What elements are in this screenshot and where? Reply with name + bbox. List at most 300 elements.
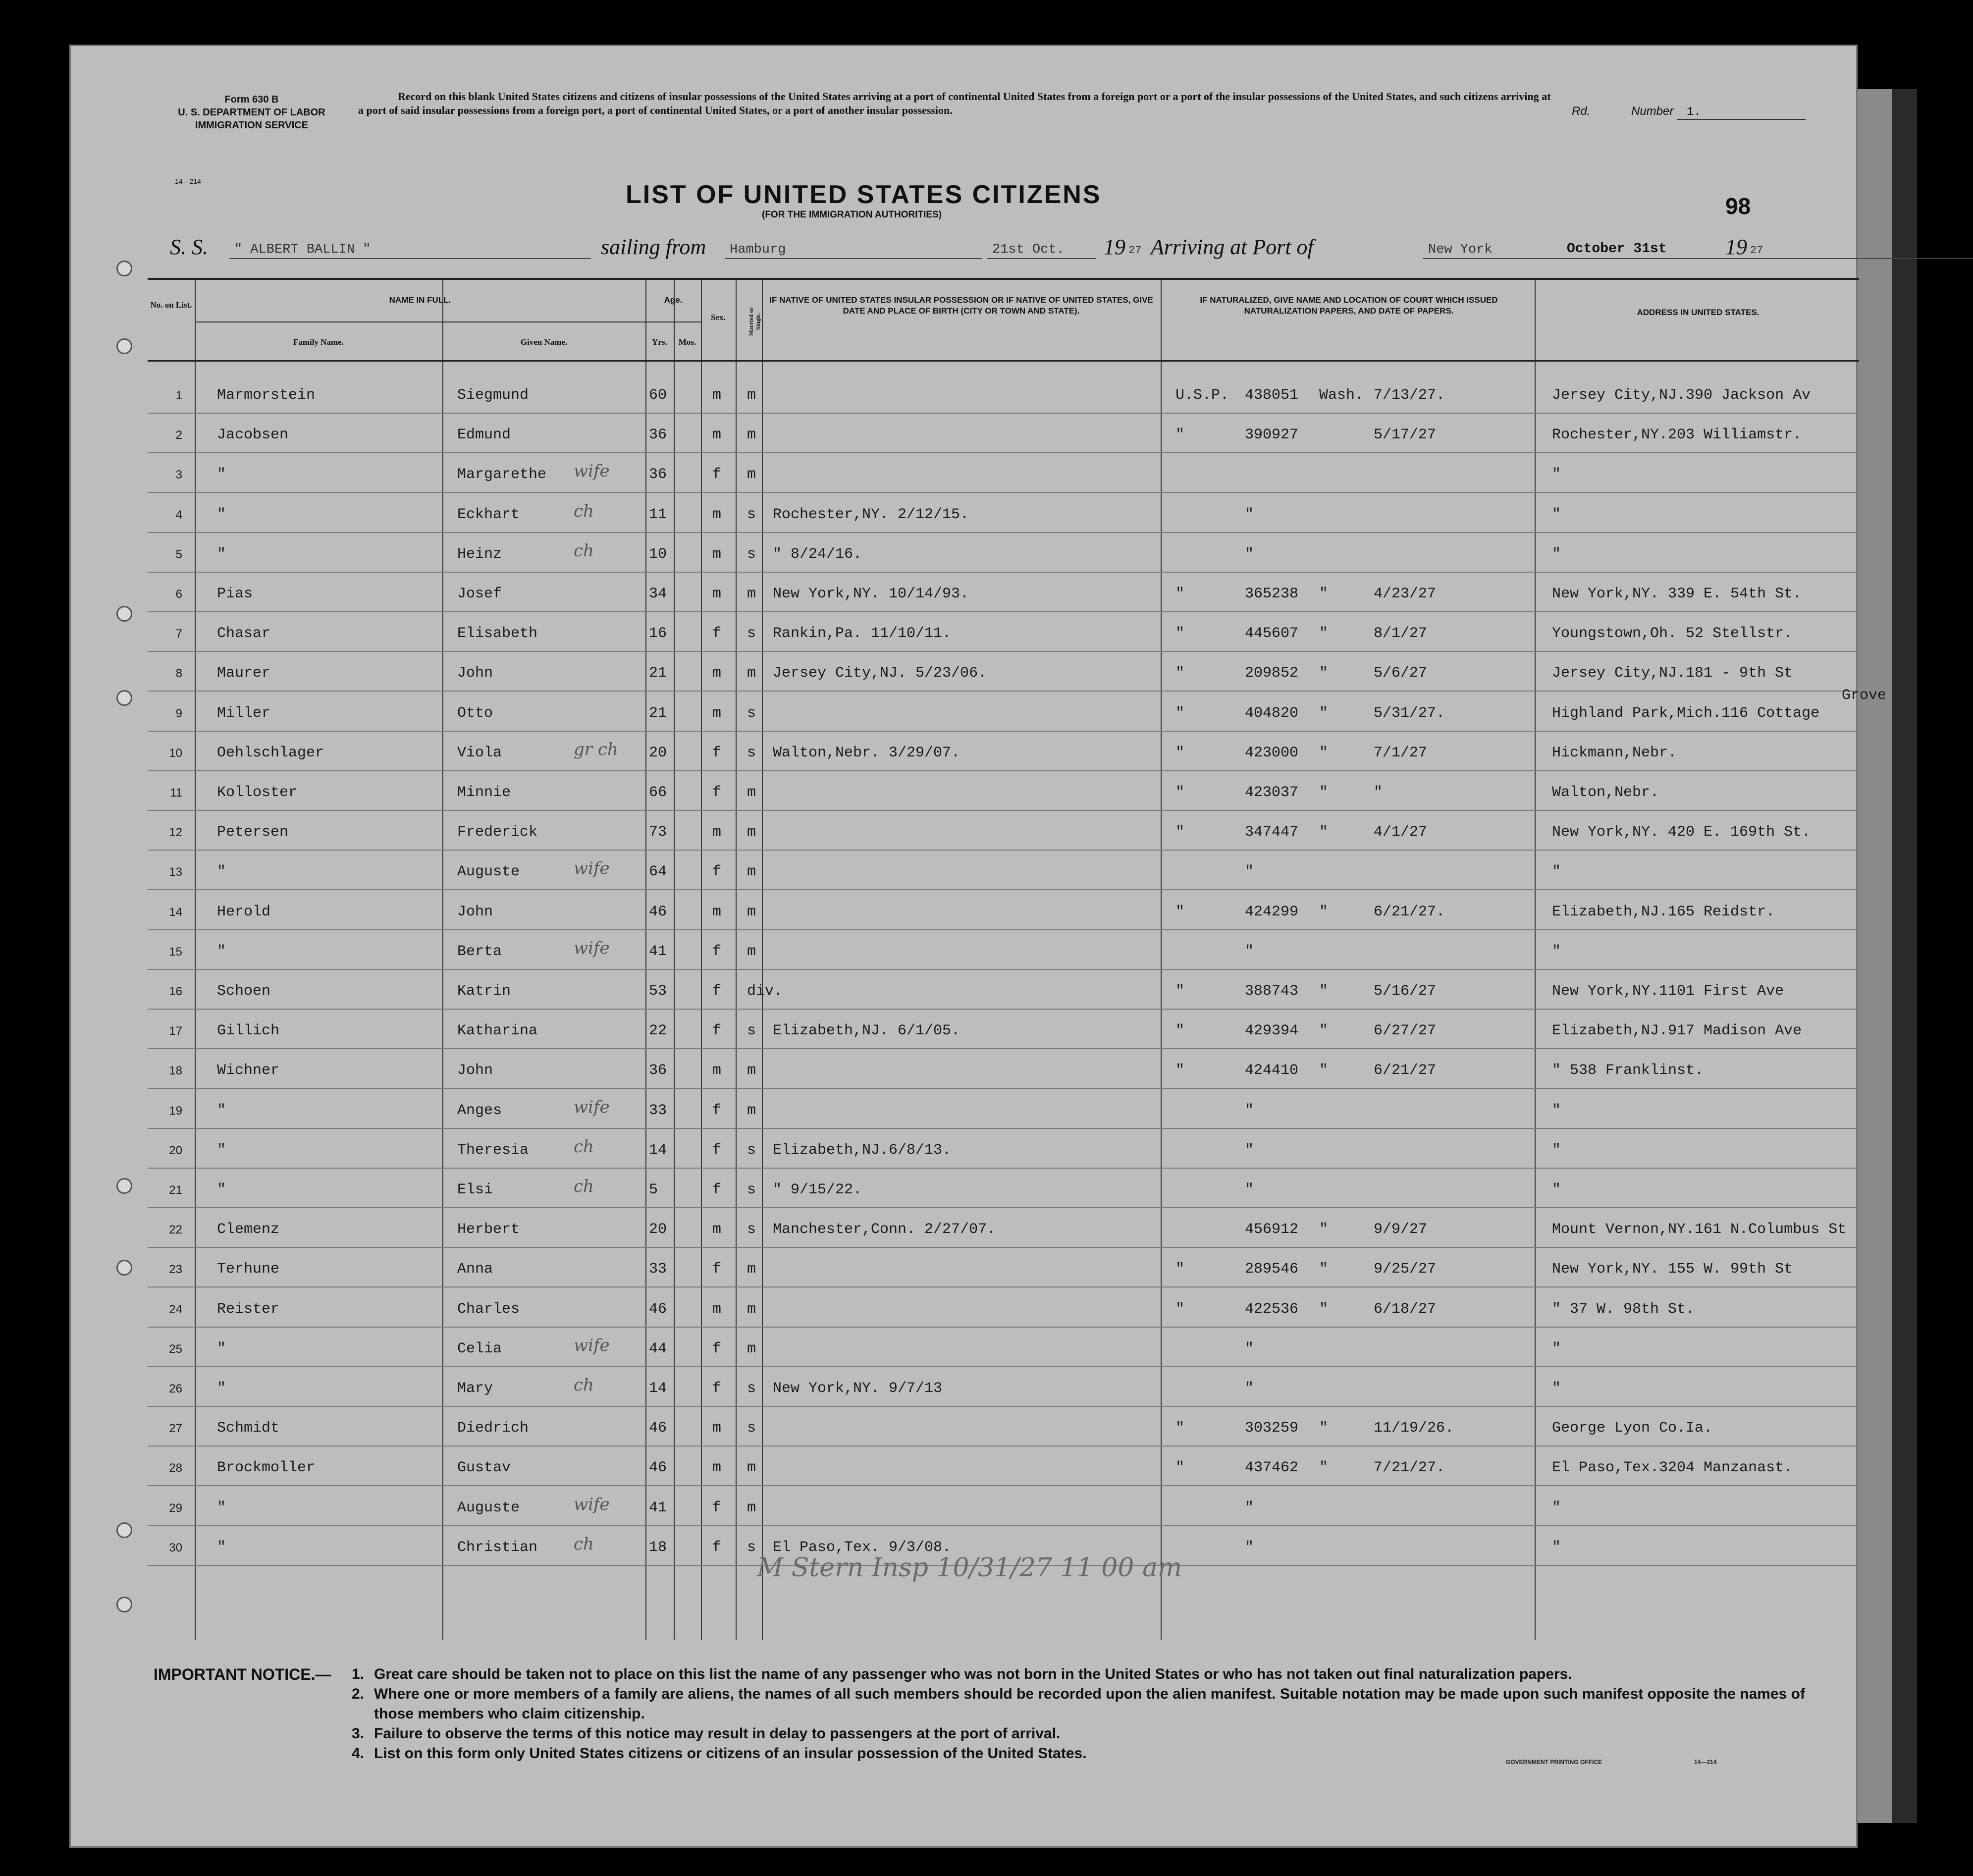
table-row — [148, 1292, 1859, 1332]
naturalization-location: " — [1319, 1261, 1329, 1278]
sex: f — [712, 1022, 722, 1040]
age-years: 46 — [649, 1420, 667, 1437]
table-row — [148, 537, 1859, 577]
naturalization-number: 424410 — [1245, 1062, 1299, 1079]
naturalization-location: " — [1319, 744, 1329, 761]
table-row — [148, 1332, 1859, 1371]
form-number: Form 630 B — [224, 94, 279, 105]
naturalization-number: 390927 — [1245, 427, 1299, 444]
us-address: Elizabeth,NJ.917 Madison Ave — [1552, 1022, 1802, 1040]
us-address: New York,NY. 339 E. 54th St. — [1552, 586, 1802, 602]
age-years: 33 — [649, 1102, 667, 1119]
arrival-date: October 31st — [1567, 241, 1667, 257]
naturalization-date: 8/1/27 — [1374, 625, 1428, 643]
handwritten-relation-note: wife — [574, 858, 610, 879]
birth-place-date: " 8/24/16. — [773, 545, 862, 563]
ship-name: " ALBERT BALLIN " — [234, 242, 371, 257]
naturalization-date: 6/18/27 — [1374, 1300, 1437, 1318]
marital-status: m — [747, 1340, 756, 1357]
given-name: Heinz — [457, 545, 502, 563]
year-prefix-sailed: 19 — [1104, 235, 1125, 259]
us-address: George Lyon Co.Ia. — [1552, 1420, 1713, 1437]
row-number: 30 — [169, 1541, 182, 1554]
naturalization-number: " — [1245, 1380, 1254, 1397]
given-name: Gustav — [457, 1459, 511, 1477]
age-years: 64 — [649, 863, 667, 881]
sex: m — [712, 387, 722, 404]
punch-hole — [116, 1260, 132, 1276]
row-number: 6 — [175, 588, 182, 601]
family-name: Terhune — [217, 1261, 280, 1278]
birth-place-date: " 9/15/22. — [773, 1181, 862, 1198]
naturalization-date: 9/9/27 — [1374, 1221, 1428, 1238]
sex: m — [712, 903, 722, 920]
sex: f — [712, 1261, 722, 1278]
sex: m — [712, 665, 722, 682]
naturalization-court: " — [1175, 665, 1185, 682]
marital-status: m — [747, 1459, 756, 1477]
naturalization-number: " — [1245, 1102, 1254, 1119]
sex: m — [712, 545, 722, 563]
sailing-label: sailing from — [601, 235, 706, 259]
family-name: " — [217, 1181, 226, 1198]
list-number — [1631, 105, 1806, 120]
naturalization-court: " — [1175, 744, 1185, 761]
handwritten-relation-note: ch — [574, 1375, 594, 1395]
handwritten-relation-note: gr ch — [574, 739, 618, 759]
row-number: 9 — [175, 706, 182, 720]
sex: m — [712, 1221, 722, 1238]
page-title: LIST OF UNITED STATES CITIZENS — [626, 180, 1102, 209]
year-sailed: 27 — [1128, 244, 1142, 257]
naturalization-date: 6/21/27. — [1374, 903, 1445, 920]
inspector-signature: M Stern Insp 10/31/27 11 00 am — [757, 1553, 1182, 1583]
us-address: Jersey City,NJ.390 Jackson Av — [1552, 387, 1811, 404]
age-years: 73 — [649, 824, 667, 841]
row-number: 22 — [169, 1223, 182, 1237]
marital-status: s — [747, 506, 756, 523]
given-name: John — [457, 1062, 493, 1079]
sex: f — [712, 784, 722, 801]
row-number: 23 — [169, 1263, 182, 1277]
family-name: " — [217, 1499, 226, 1516]
us-address: " — [1552, 943, 1561, 960]
age-years: 21 — [649, 665, 667, 682]
age-years: 36 — [649, 427, 667, 444]
year-arrived: 27 — [1750, 244, 1763, 257]
naturalization-number: 289546 — [1245, 1261, 1299, 1278]
marital-status: m — [747, 784, 756, 801]
table-row — [148, 855, 1859, 894]
naturalization-date: 7/13/27. — [1374, 387, 1445, 404]
col-family-name-header: Family Name. — [293, 337, 344, 347]
row-number: 1 — [175, 389, 182, 402]
naturalization-location: " — [1319, 903, 1329, 920]
marital-status: m — [747, 427, 756, 444]
naturalization-court: " — [1175, 824, 1185, 841]
sex: f — [712, 943, 722, 960]
marital-status: s — [747, 1539, 756, 1556]
naturalization-number: " — [1245, 1539, 1254, 1556]
given-name: Diedrich — [457, 1420, 529, 1437]
col-sex-header: Sex. — [711, 313, 726, 322]
arriving-label: Arriving at Port of — [1151, 235, 1314, 259]
sex: f — [712, 1141, 722, 1159]
punch-hole — [116, 1522, 132, 1538]
handwritten-relation-note: ch — [574, 1136, 594, 1157]
naturalization-date: 4/1/27 — [1374, 824, 1428, 841]
marital-status: s — [747, 744, 756, 761]
us-address: " — [1552, 1141, 1561, 1159]
number-label: Number — [1631, 105, 1674, 118]
given-name: Otto — [457, 704, 493, 722]
us-address: " 37 W. 98th St. — [1552, 1300, 1695, 1318]
row-number: 10 — [169, 746, 182, 760]
naturalization-date: 5/16/27 — [1374, 983, 1437, 1000]
given-name: Theresia — [457, 1141, 529, 1159]
age-years: 16 — [649, 625, 667, 643]
number-value: 1. — [1677, 106, 1806, 120]
voyage-line — [170, 234, 1805, 264]
sex: m — [712, 1420, 722, 1437]
family-name: Oehlschlager — [217, 744, 324, 761]
naturalization-court: " — [1175, 1420, 1185, 1437]
age-years: 21 — [649, 704, 667, 722]
family-name: Brockmoller — [217, 1459, 316, 1477]
naturalization-date: 6/27/27 — [1374, 1022, 1437, 1040]
punch-hole — [116, 261, 132, 276]
naturalization-location: " — [1319, 1022, 1329, 1040]
handwritten-relation-note: ch — [574, 1177, 594, 1196]
given-name: Anges — [457, 1102, 502, 1119]
family-name: " — [217, 1141, 226, 1159]
family-name: Herold — [217, 903, 271, 920]
year-prefix-arrived: 19 — [1725, 235, 1747, 259]
given-name: John — [457, 665, 493, 682]
notice-heading: IMPORTANT NOTICE.— — [154, 1665, 331, 1683]
row-number: 2 — [175, 429, 182, 442]
naturalization-court: " — [1175, 1261, 1185, 1278]
naturalization-number: 429394 — [1245, 1022, 1299, 1040]
family-name: Maurer — [217, 665, 271, 682]
sex: f — [712, 625, 722, 643]
row-number: 11 — [170, 786, 182, 800]
marital-status: s — [747, 1221, 756, 1238]
marital-status: m — [747, 1300, 756, 1318]
row-number: 21 — [169, 1183, 182, 1197]
family-name: " — [217, 545, 226, 563]
table-row — [148, 775, 1859, 815]
age-years: 53 — [649, 983, 667, 1000]
family-name: Chasar — [217, 625, 271, 643]
us-address: New York,NY. 155 W. 99th St — [1552, 1261, 1793, 1278]
handwritten-relation-note: wife — [574, 1494, 610, 1514]
age-years: 46 — [649, 903, 667, 920]
table-row — [148, 974, 1859, 1014]
sex: m — [712, 1459, 722, 1477]
row-number: 29 — [169, 1501, 182, 1515]
given-name: Celia — [457, 1340, 502, 1357]
naturalization-court: " — [1175, 704, 1185, 722]
naturalization-date: 9/25/27 — [1374, 1261, 1437, 1278]
given-name: Frederick — [457, 824, 538, 841]
family-name: " — [217, 1539, 226, 1556]
naturalization-location: Wash. — [1319, 387, 1364, 404]
punch-hole — [116, 690, 132, 706]
naturalization-number: 404820 — [1245, 704, 1299, 722]
row-number: 15 — [169, 945, 182, 959]
given-name: Mary — [457, 1380, 493, 1397]
naturalization-date: 6/21/27 — [1374, 1062, 1437, 1079]
ss-label: S. S. — [170, 235, 208, 259]
family-name: Wichner — [217, 1062, 280, 1079]
birth-place-date: Elizabeth,NJ. 6/1/05. — [773, 1022, 960, 1040]
naturalization-number: " — [1245, 863, 1254, 881]
age-years: 20 — [649, 744, 667, 761]
age-years: 46 — [649, 1459, 667, 1477]
family-name: Marmorstein — [217, 387, 316, 404]
us-address: Rochester,NY.203 Williamstr. — [1552, 427, 1802, 444]
sex: f — [712, 1340, 722, 1357]
us-address: " — [1552, 1102, 1561, 1119]
row-number: 19 — [169, 1104, 182, 1118]
naturalization-number: 423037 — [1245, 784, 1299, 801]
us-address: " — [1552, 1340, 1561, 1357]
age-years: 20 — [649, 1221, 667, 1238]
row-number: 8 — [175, 667, 182, 681]
family-name: " — [217, 863, 226, 881]
row-number: 17 — [169, 1024, 182, 1038]
given-name: Margarethe — [457, 466, 547, 483]
birth-place-date: El Paso,Tex. 9/3/08. — [773, 1539, 952, 1556]
given-name: Christian — [457, 1539, 538, 1556]
sex: m — [712, 506, 722, 523]
family-name: " — [217, 943, 226, 960]
notice-item: 2. Where one or more members of a family are aliens, the names of all such members should be recorded upon the alien manifest. Suitable notation may be made upon such manifest opposite the names of those members who claim citizenship. — [352, 1686, 1805, 1722]
marital-status: div. — [747, 983, 783, 1000]
table-row — [148, 1133, 1859, 1173]
table-row — [148, 815, 1859, 855]
us-address: Elizabeth,NJ.165 Reidstr. — [1552, 903, 1775, 920]
row-number: 14 — [169, 905, 182, 919]
naturalization-date: 5/17/27 — [1374, 427, 1437, 444]
family-name: Schmidt — [217, 1420, 280, 1437]
row-number: 20 — [169, 1143, 182, 1157]
col-months-header: Mos. — [678, 337, 696, 347]
age-years: 22 — [649, 1022, 667, 1040]
naturalization-number: 365238 — [1245, 586, 1299, 602]
us-address: El Paso,Tex.3204 Manzanast. — [1552, 1459, 1793, 1477]
marital-status: s — [747, 1181, 756, 1198]
marital-status: m — [747, 387, 756, 404]
family-name: Gillich — [217, 1022, 280, 1040]
handwritten-relation-note: wife — [574, 1097, 610, 1117]
sex: m — [712, 1300, 722, 1318]
col-naturalization-header: IF NATURALIZED, GIVE NAME AND LOCATION OF COURT WHICH ISSUED NATURALIZATION PAPERS, AND DATE OF PAPERS. — [1200, 295, 1498, 316]
handwritten-relation-note: Grove — [1842, 687, 1887, 704]
age-years: 10 — [649, 545, 667, 563]
sex: f — [712, 983, 722, 1000]
us-address: " — [1552, 1380, 1561, 1397]
family-name: " — [217, 1340, 226, 1357]
row-number: 13 — [169, 865, 182, 879]
naturalization-court: " — [1175, 784, 1185, 801]
given-name: Viola — [457, 744, 502, 761]
punch-hole — [116, 606, 132, 622]
table-row — [148, 577, 1859, 616]
table-row — [148, 1173, 1859, 1212]
from-port: Hamburg — [730, 242, 786, 257]
col-birth-header: IF NATIVE OF UNITED STATES INSULAR POSSESSION OR IF NATIVE OF UNITED STATES, GIVE DATE AND PLACE OF BIRTH (CITY OR TOWN AND STATE). — [769, 295, 1153, 316]
marital-status: m — [747, 466, 756, 483]
age-years: 18 — [649, 1539, 667, 1556]
given-name: Siegmund — [457, 387, 529, 404]
marital-status: m — [747, 1261, 756, 1278]
family-name: Miller — [217, 704, 271, 722]
marital-status: s — [747, 1141, 756, 1159]
naturalization-number: 209852 — [1245, 665, 1299, 682]
naturalization-number: 456912 — [1245, 1221, 1299, 1238]
col-age-header: Age. — [664, 295, 683, 305]
birth-place-date: Rankin,Pa. 11/10/11. — [773, 625, 952, 643]
naturalization-location: " — [1319, 704, 1329, 722]
naturalization-number: " — [1245, 1141, 1254, 1159]
sex: m — [712, 1062, 722, 1079]
marital-status: m — [747, 665, 756, 682]
age-years: 14 — [649, 1141, 667, 1159]
row-number: 12 — [169, 826, 182, 840]
us-address: New York,NY.1101 First Ave — [1552, 983, 1784, 1000]
marital-status: s — [747, 1022, 756, 1040]
naturalization-date: 5/6/27 — [1374, 665, 1428, 682]
age-years: 44 — [649, 1340, 667, 1357]
given-name: Elisabeth — [457, 625, 538, 643]
naturalization-location: " — [1319, 1420, 1329, 1437]
naturalization-number: 423000 — [1245, 744, 1299, 761]
age-years: 36 — [649, 1062, 667, 1079]
age-years: 5 — [649, 1181, 658, 1198]
record-instructions: Record on this blank United States citizens and citizens of insular possessions of the United States arriving at a port of continental United States from a foreign port or a port of the insular possessions of the United States, and such citizens arriving at a port of said insular possessions from a foreign port, a port of continental United States, or a port of another insular possession. — [358, 90, 1551, 116]
handwritten-relation-note: ch — [574, 540, 594, 561]
notice-item: 1. Great care should be taken not to place on this list the name of any passenger who was not born in the United States or who has not taken out final naturalization papers. — [352, 1666, 1572, 1682]
table-row — [148, 1093, 1859, 1133]
given-name: Katharina — [457, 1022, 538, 1040]
marital-status: s — [747, 545, 756, 563]
age-years: 33 — [649, 1261, 667, 1278]
given-name: John — [457, 903, 493, 920]
department-name: U. S. DEPARTMENT OF LABOR — [178, 107, 325, 118]
us-address: " — [1552, 1181, 1561, 1198]
naturalization-court: " — [1175, 1062, 1185, 1079]
form-code: 14—214 — [175, 177, 201, 185]
row-number: 5 — [175, 547, 182, 561]
sex: f — [712, 1181, 722, 1198]
handwritten-relation-note: wife — [574, 461, 610, 482]
table-row — [148, 1411, 1859, 1450]
naturalization-location: " — [1319, 586, 1329, 602]
sex: m — [712, 704, 722, 722]
age-years: 60 — [649, 387, 667, 404]
marital-status: m — [747, 863, 756, 881]
page-subtitle: (FOR THE IMMIGRATION AUTHORITIES) — [762, 210, 942, 220]
age-years: 36 — [649, 466, 667, 483]
passenger-table — [148, 278, 1887, 1655]
family-name: Petersen — [217, 824, 289, 841]
naturalization-court: " — [1175, 1300, 1185, 1318]
naturalization-location: " — [1319, 1221, 1329, 1238]
given-name: Berta — [457, 943, 502, 960]
family-name: Kolloster — [217, 784, 298, 801]
marital-status: s — [747, 1420, 756, 1437]
marital-status: s — [747, 625, 756, 643]
us-address: " — [1552, 1539, 1561, 1556]
row-number: 7 — [175, 627, 182, 641]
handwritten-relation-note: ch — [574, 1534, 594, 1554]
age-years: 66 — [649, 784, 667, 801]
naturalization-date: 7/1/27 — [1374, 744, 1428, 761]
us-address: New York,NY. 420 E. 169th St. — [1552, 824, 1811, 841]
table-row — [148, 378, 1859, 418]
naturalization-number: 445607 — [1245, 625, 1299, 643]
rd-label: Rd. — [1572, 105, 1591, 118]
age-years: 41 — [649, 1499, 667, 1516]
table-row — [148, 687, 1887, 736]
naturalization-number: 424299 — [1245, 903, 1299, 920]
table-row — [148, 1450, 1859, 1490]
table-row — [148, 457, 1859, 497]
handwritten-relation-note: wife — [574, 938, 610, 958]
marital-status: m — [747, 903, 756, 920]
naturalization-location: " — [1319, 983, 1329, 1000]
naturalization-number: 303259 — [1245, 1420, 1299, 1437]
table-row — [148, 616, 1859, 656]
naturalization-location: " — [1319, 1300, 1329, 1318]
table-row — [148, 934, 1859, 974]
given-name: Elsi — [457, 1181, 493, 1198]
marital-status: m — [747, 1102, 756, 1119]
table-row — [148, 736, 1859, 775]
age-years: 11 — [649, 506, 667, 523]
naturalization-number: " — [1245, 1340, 1254, 1357]
age-years: 34 — [649, 586, 667, 602]
us-address: " — [1552, 1499, 1561, 1516]
row-number: 28 — [169, 1461, 182, 1475]
us-address: " — [1552, 466, 1561, 483]
naturalization-location: " — [1319, 1459, 1329, 1477]
printer-code: 14—214 — [1694, 1759, 1717, 1766]
sex: f — [712, 1102, 722, 1119]
marital-status: m — [747, 1062, 756, 1079]
handwritten-relation-note: wife — [574, 1335, 610, 1355]
age-years: 41 — [649, 943, 667, 960]
family-name: Reister — [217, 1300, 280, 1318]
birth-place-date: Manchester,Conn. 2/27/07. — [773, 1221, 996, 1238]
table-row — [148, 1252, 1859, 1291]
sex: f — [712, 1380, 722, 1397]
table-row — [148, 1053, 1859, 1093]
birth-place-date: Rochester,NY. 2/12/15. — [773, 506, 969, 523]
us-address: " — [1552, 506, 1561, 523]
naturalization-location: " — [1319, 1062, 1329, 1079]
marital-status: m — [747, 824, 756, 841]
arrival-port: New York — [1428, 242, 1493, 257]
row-number: 27 — [169, 1422, 182, 1436]
family-name: " — [217, 1102, 226, 1119]
marital-status: m — [747, 943, 756, 960]
age-years: 14 — [649, 1380, 667, 1397]
naturalization-location: " — [1319, 665, 1329, 682]
us-address: Walton,Nebr. — [1552, 784, 1659, 801]
